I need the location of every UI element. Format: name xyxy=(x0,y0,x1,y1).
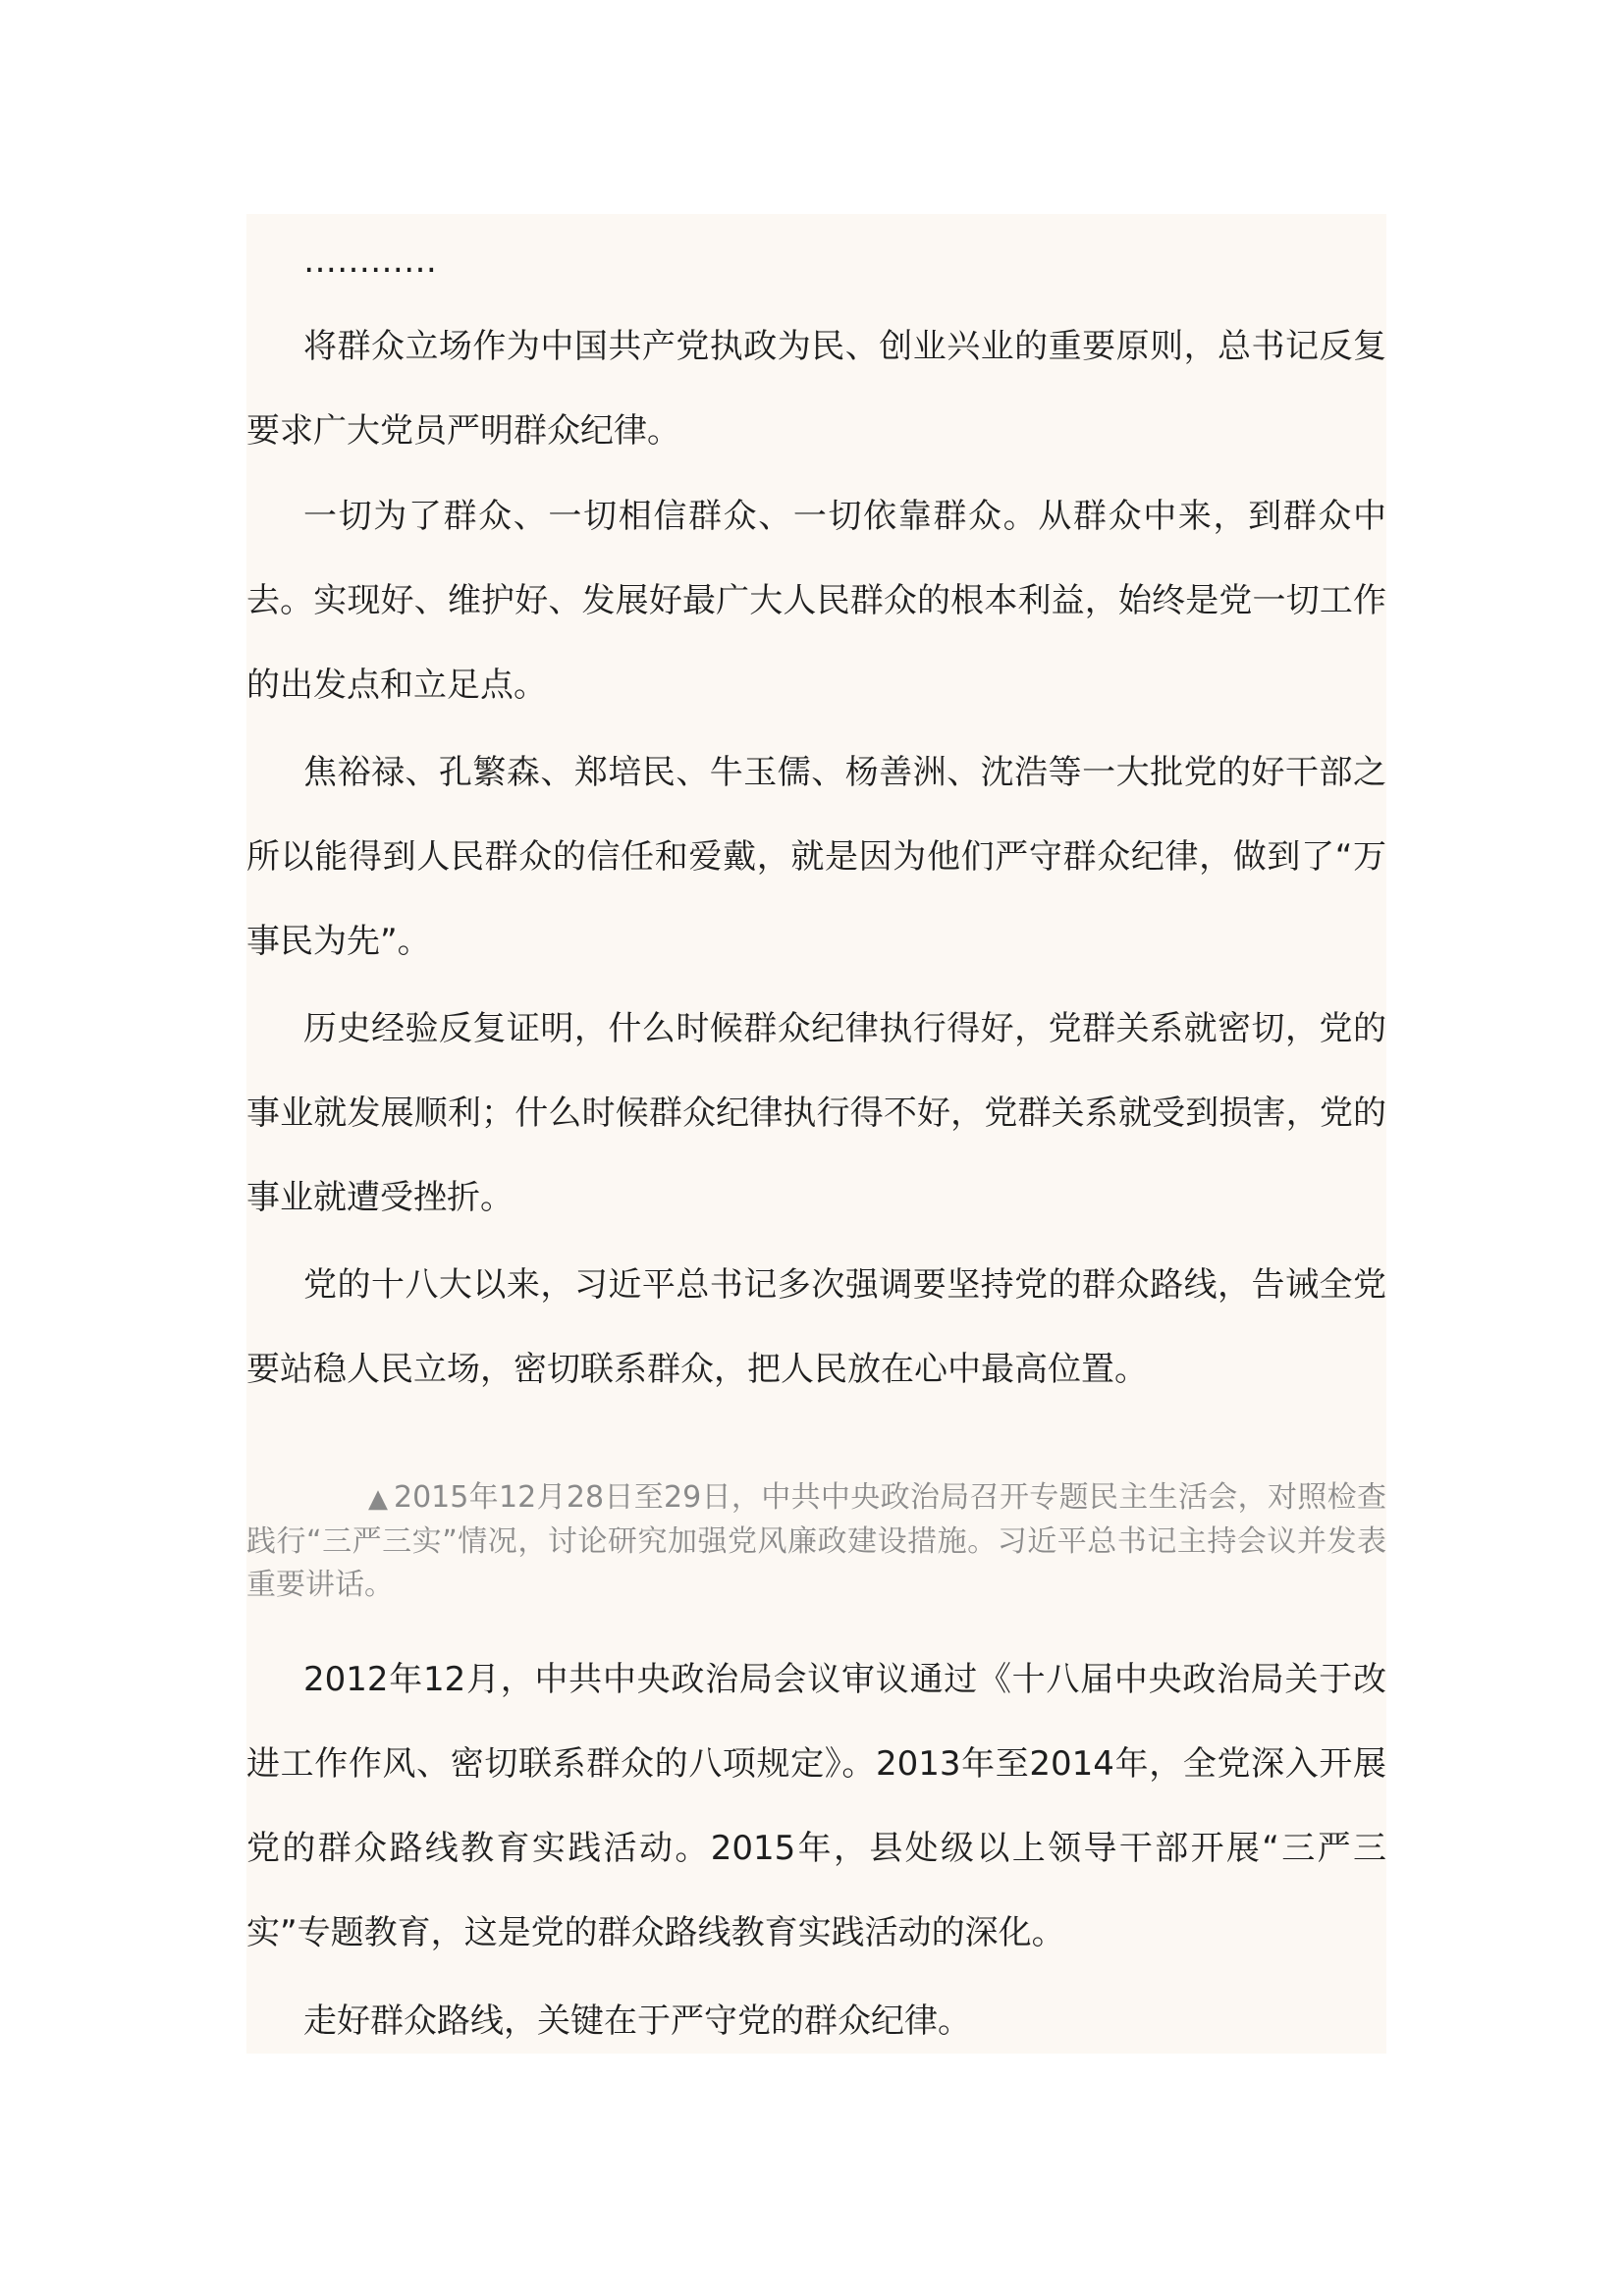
image-caption xyxy=(246,1476,1386,1607)
paragraph: 党的十八大以来，习近平总书记多次强调要坚持党的群众路线，告诫全党要站稳人民立场，密切联系群众，把人民放在心中最高位置。 xyxy=(246,1265,1386,1389)
ellipsis-line: ………… xyxy=(303,241,437,281)
triangle-up-icon: ▲ xyxy=(368,1484,388,1514)
caption-text: 2015年12月28日至29日，中共中央政治局召开专题民主生活会，对照检查践行“三严三实”情况，讨论研究加强党风廉政建设措施。习近平总书记主持会议并发表重要讲话。 xyxy=(246,1480,1386,1602)
paragraph: 将群众立场作为中国共产党执政为民、创业兴业的重要原则，总书记反复要求广大党员严明群众纪律。 xyxy=(246,327,1386,451)
paragraph: 一切为了群众、一切相信群众、一切依靠群众。从群众中来，到群众中去。实现好、维护好、发展好最广大人民群众的根本利益，始终是党一切工作的出发点和立足点。 xyxy=(246,497,1386,705)
paragraph: 历史经验反复证明，什么时候群众纪律执行得好，党群关系就密切，党的事业就发展顺利；什么时候群众纪律执行得不好，党群关系就受到损害，党的事业就遭受挫折。 xyxy=(246,1009,1386,1217)
paragraph: 焦裕禄、孔繁森、郑培民、牛玉儒、杨善洲、沈浩等一大批党的好干部之所以能得到人民群众的信任和爱戴，就是因为他们严守群众纪律，做到了“万事民为先”。 xyxy=(246,753,1386,961)
paragraph: 走好群众路线，关键在于严守党的群众纪律。 xyxy=(303,2002,971,2041)
paragraph: 2012年12月，中共中央政治局会议审议通过《十八届中央政治局关于改进工作作风、密切联系群众的八项规定》。2013年至2014年，全党深入开展党的群众路线教育实践活动。2015年，县处级以上领导干部开展“三严三实”专题教育，这是党的群众路线教育实践活动的深化。 xyxy=(246,1660,1386,1952)
